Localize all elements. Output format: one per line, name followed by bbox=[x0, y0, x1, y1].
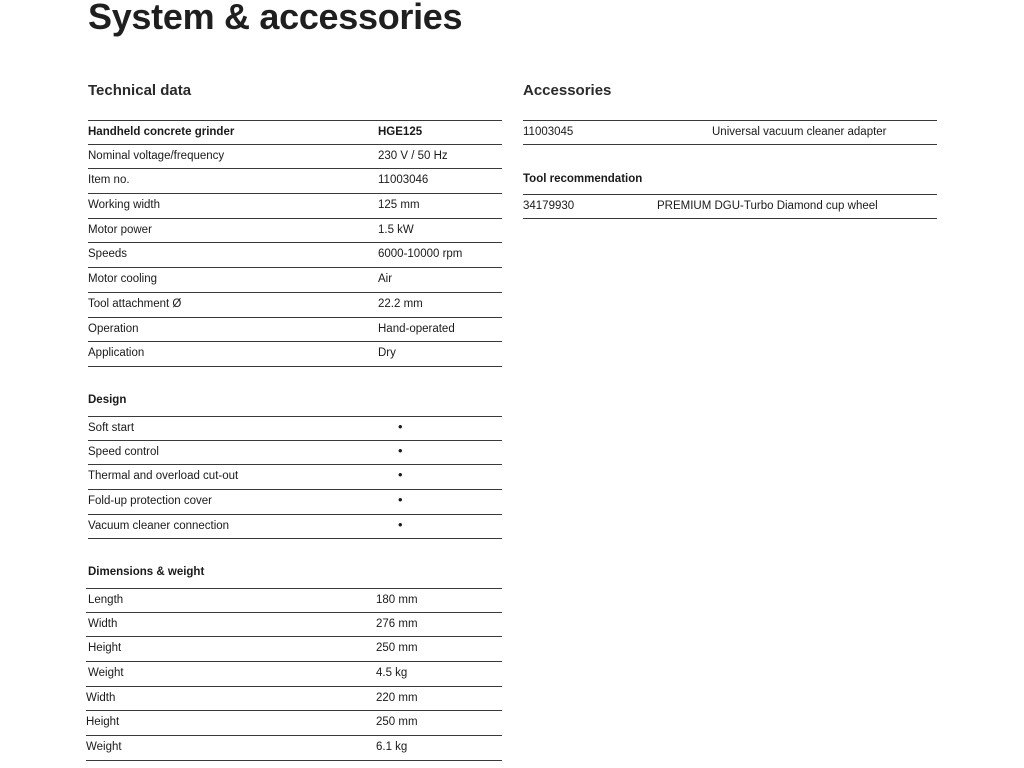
row-label: Nominal voltage/frequency bbox=[88, 149, 225, 162]
product-model: HGE125 bbox=[378, 126, 423, 138]
row-label: Item no. bbox=[88, 174, 130, 187]
row-label: Speeds bbox=[88, 248, 128, 261]
technical-header-row bbox=[88, 120, 502, 145]
table-row bbox=[523, 120, 937, 145]
design-heading: Design bbox=[88, 394, 127, 406]
row-label: Motor power bbox=[88, 223, 152, 236]
technical-data-heading: Technical data bbox=[88, 82, 192, 99]
table-row bbox=[86, 736, 502, 761]
row-value: 250 mm bbox=[376, 716, 418, 729]
row-label: Length bbox=[88, 594, 124, 606]
row-value: 22.2 mm bbox=[378, 297, 423, 310]
row-label: Working width bbox=[88, 199, 161, 212]
row-value: 125 mm bbox=[378, 199, 420, 212]
feature-bullet: • bbox=[398, 467, 403, 483]
row-value: 11003046 bbox=[378, 174, 429, 187]
feature-bullet: • bbox=[398, 516, 403, 532]
table-row bbox=[88, 169, 502, 194]
table-row bbox=[86, 662, 502, 687]
row-label: Width bbox=[88, 617, 118, 630]
row-value: Hand-operated bbox=[378, 322, 455, 335]
row-label: Tool attachment Ø bbox=[88, 297, 182, 310]
table-row bbox=[88, 490, 502, 515]
row-value: 1.5 kW bbox=[378, 223, 414, 236]
table-row bbox=[88, 416, 502, 441]
dimensions-heading: Dimensions & weight bbox=[88, 566, 205, 578]
table-row bbox=[86, 711, 502, 736]
tool-recommendation-table bbox=[523, 194, 937, 219]
row-label: Weight bbox=[88, 667, 124, 680]
table-row bbox=[88, 465, 502, 490]
feature-bullet: • bbox=[398, 492, 403, 508]
table-row bbox=[88, 293, 502, 318]
row-value: 4.5 kg bbox=[376, 667, 408, 680]
row-label: Vacuum cleaner connection bbox=[88, 519, 230, 532]
row-label: Width bbox=[86, 691, 116, 704]
row-label: Height bbox=[88, 642, 122, 655]
table-row bbox=[86, 637, 502, 662]
table-row bbox=[88, 243, 502, 268]
row-value: 180 mm bbox=[376, 594, 418, 606]
table-row bbox=[86, 613, 502, 638]
table-row bbox=[88, 441, 502, 466]
row-value: 6000-10000 rpm bbox=[378, 248, 463, 261]
table-row bbox=[88, 268, 502, 293]
row-label: Speed control bbox=[88, 445, 159, 458]
table-row bbox=[88, 318, 502, 343]
row-label: Motor cooling bbox=[88, 273, 158, 286]
feature-bullet: • bbox=[398, 419, 403, 434]
dimensions-table bbox=[86, 588, 502, 761]
row-label: Weight bbox=[86, 741, 122, 754]
row-value: 230 V / 50 Hz bbox=[378, 149, 448, 162]
row-value: Air bbox=[378, 273, 393, 286]
row-label: Thermal and overload cut-out bbox=[88, 470, 239, 483]
table-row bbox=[86, 588, 502, 613]
item-code: 34179930 bbox=[523, 200, 575, 212]
accessories-heading: Accessories bbox=[523, 82, 612, 99]
tool-recommendation-heading: Tool recommendation bbox=[523, 173, 643, 185]
design-table bbox=[88, 416, 502, 539]
table-row bbox=[86, 687, 502, 712]
item-description: Universal vacuum cleaner adapter bbox=[712, 126, 887, 138]
row-label: Fold-up protection cover bbox=[88, 495, 213, 508]
table-row bbox=[88, 194, 502, 219]
item-description: PREMIUM DGU-Turbo Diamond cup wheel bbox=[657, 200, 878, 212]
row-label: Application bbox=[88, 347, 145, 360]
table-row bbox=[88, 342, 502, 367]
feature-bullet: • bbox=[398, 442, 403, 458]
row-value: 250 mm bbox=[376, 642, 418, 655]
table-row bbox=[88, 515, 502, 540]
row-label: Soft start bbox=[88, 422, 135, 434]
page-title: System & accessories bbox=[88, 0, 463, 37]
row-label: Height bbox=[86, 716, 120, 729]
row-value: 276 mm bbox=[376, 617, 418, 630]
table-row bbox=[523, 194, 937, 219]
row-label: Operation bbox=[88, 322, 139, 335]
row-value: 220 mm bbox=[376, 691, 418, 704]
row-value: Dry bbox=[378, 347, 396, 360]
product-name: Handheld concrete grinder bbox=[88, 126, 235, 138]
technical-data-table bbox=[88, 120, 502, 367]
table-row bbox=[88, 219, 502, 244]
accessories-table bbox=[523, 120, 937, 145]
table-row bbox=[88, 145, 502, 170]
item-code: 11003045 bbox=[523, 126, 574, 138]
row-value: 6.1 kg bbox=[376, 741, 408, 754]
